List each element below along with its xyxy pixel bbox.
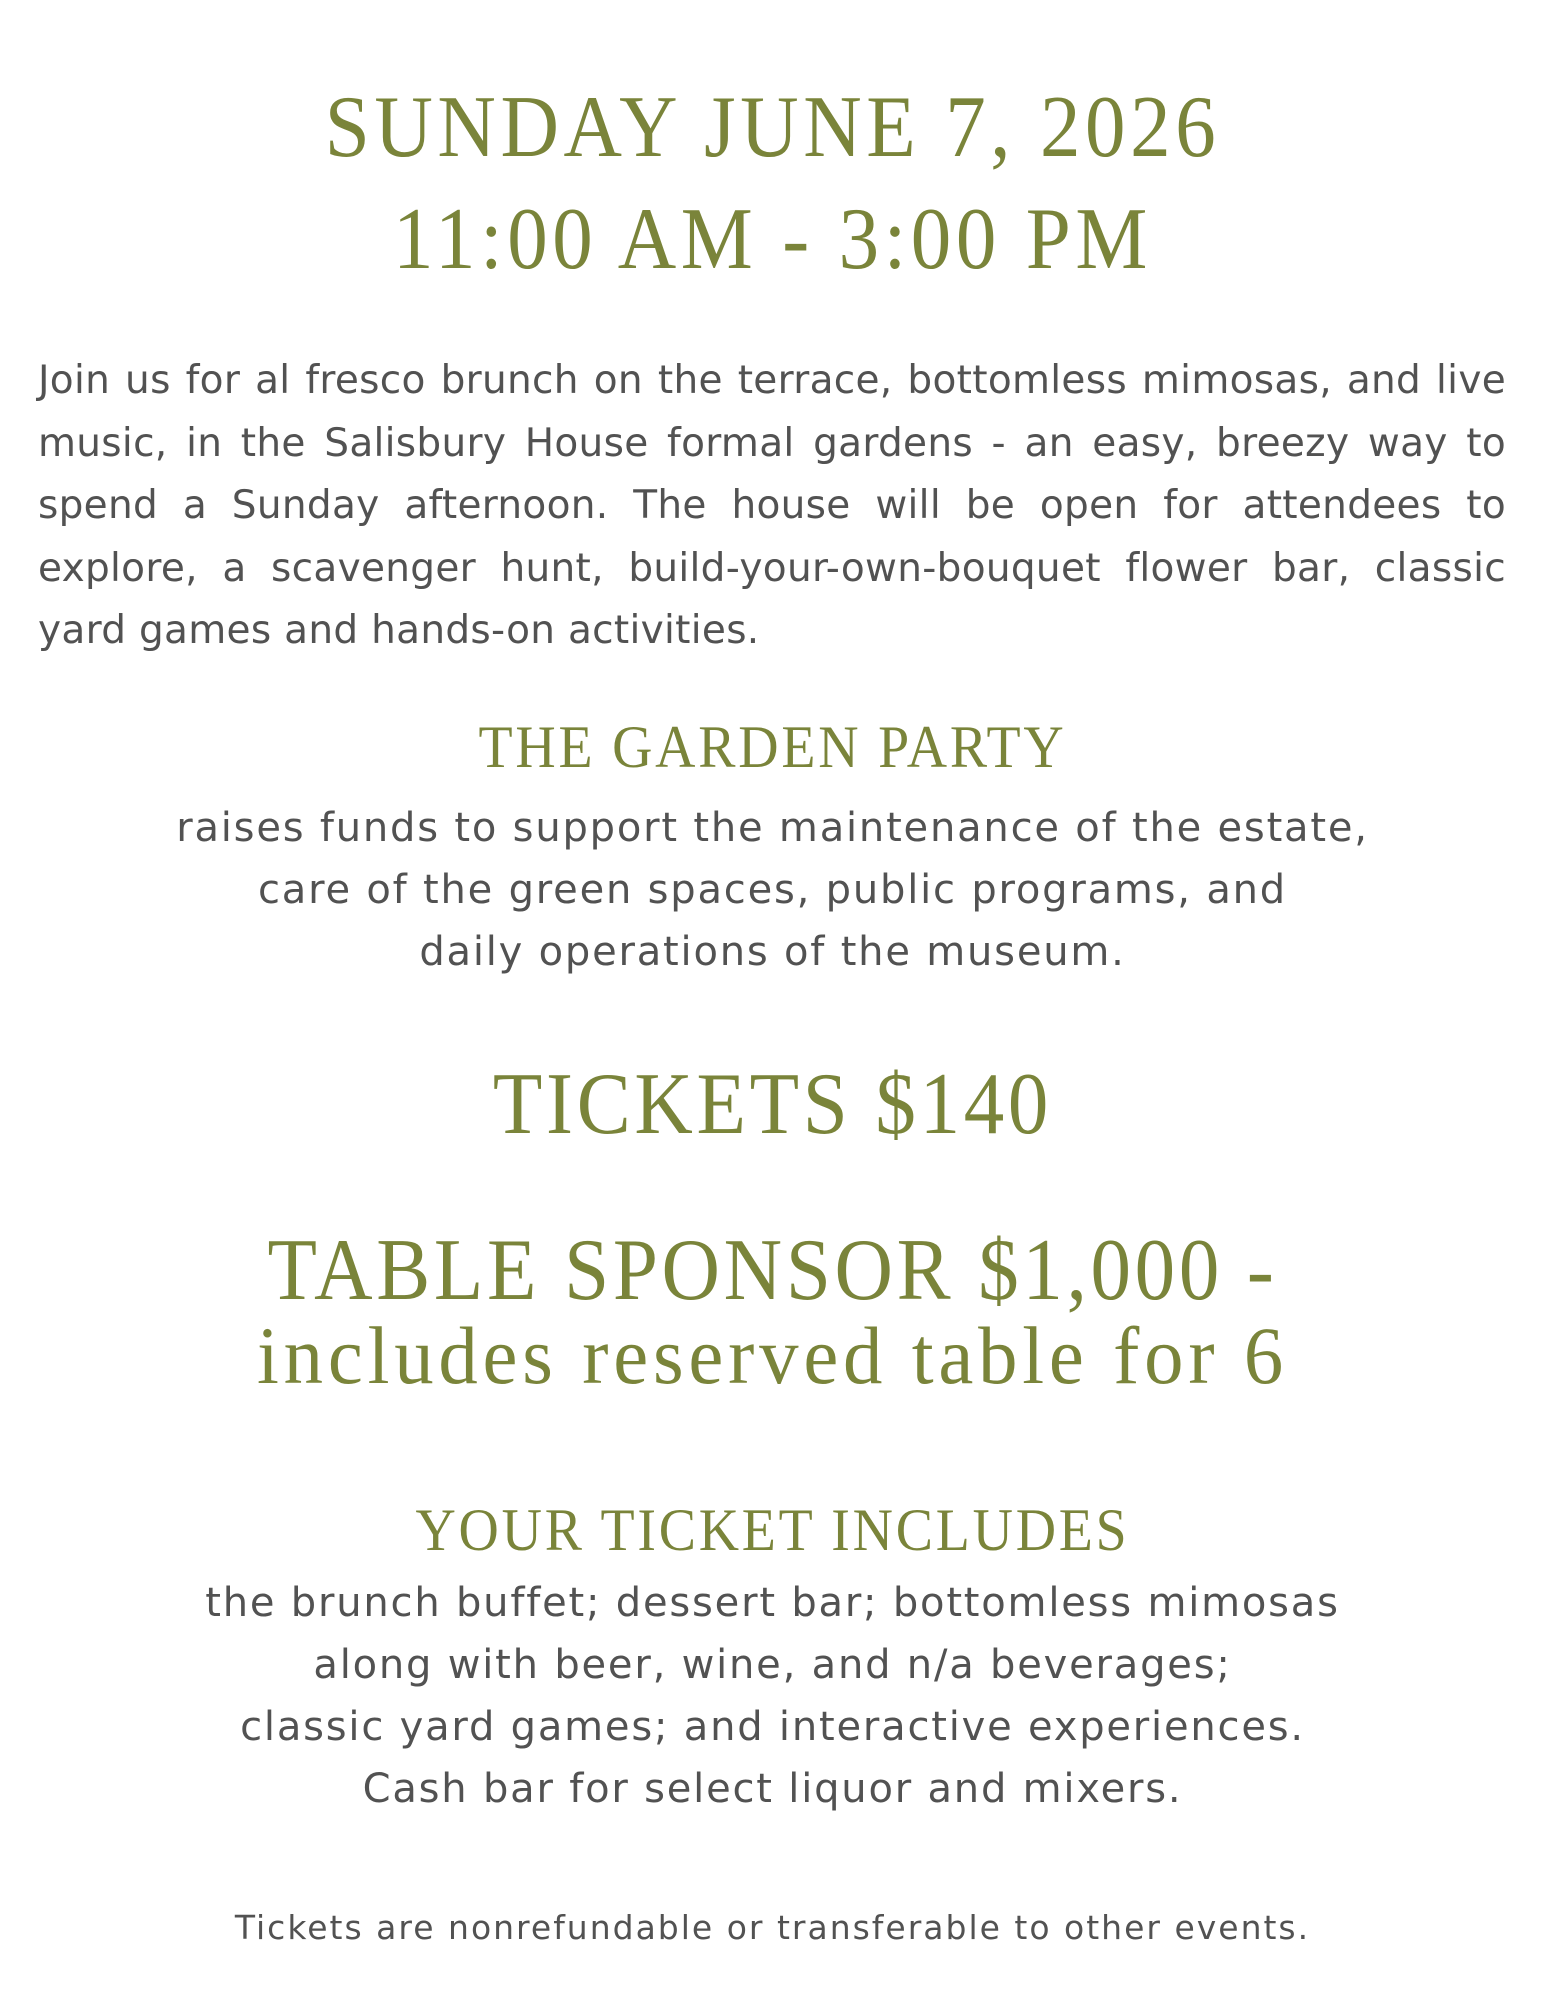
event-date: SUNDAY JUNE 7, 2026 xyxy=(324,79,1221,176)
table-sponsor-detail: includes reserved table for 6 xyxy=(256,1310,1288,1401)
ticket-includes-line: classic yard games; and interactive experiences. xyxy=(240,1704,1305,1750)
ticket-includes-line: along with beer, wine, and n/a beverages; xyxy=(313,1642,1232,1688)
garden-party-description xyxy=(0,797,1545,983)
garden-party-line: daily operations of the museum. xyxy=(419,929,1126,975)
ticket-includes-list xyxy=(0,1572,1545,1820)
ticket-includes-line: the brunch buffet; dessert bar; bottomless mimosas xyxy=(205,1580,1340,1626)
garden-party-heading: THE GARDEN PARTY xyxy=(478,714,1067,780)
event-time: 11:00 AM - 3:00 PM xyxy=(392,191,1153,288)
garden-party-line: care of the green spaces, public programs, and xyxy=(257,867,1287,913)
table-sponsor-price: TABLE SPONSOR $1,000 - xyxy=(267,1222,1278,1319)
ticket-includes-heading: YOUR TICKET INCLUDES xyxy=(415,1497,1130,1563)
intro-paragraph: Join us for al fresco brunch on the terrace, bottomless mimosas, and live music, in the Salisbury House formal gardens - an easy, breezy way to spend a Sunday afternoon. The house will be open for attendees to explore, a scavenger hunt, build-your-own-bouquet flower bar, classic yard games and hands-on activities. xyxy=(38,358,1506,653)
refund-disclaimer: Tickets are nonrefundable or transferable to other events. xyxy=(234,1908,1311,1947)
ticket-price: TICKETS $140 xyxy=(492,1056,1053,1153)
ticket-includes-line: Cash bar for select liquor and mixers. xyxy=(362,1766,1183,1812)
garden-party-line: raises funds to support the maintenance of the estate, xyxy=(176,805,1369,851)
